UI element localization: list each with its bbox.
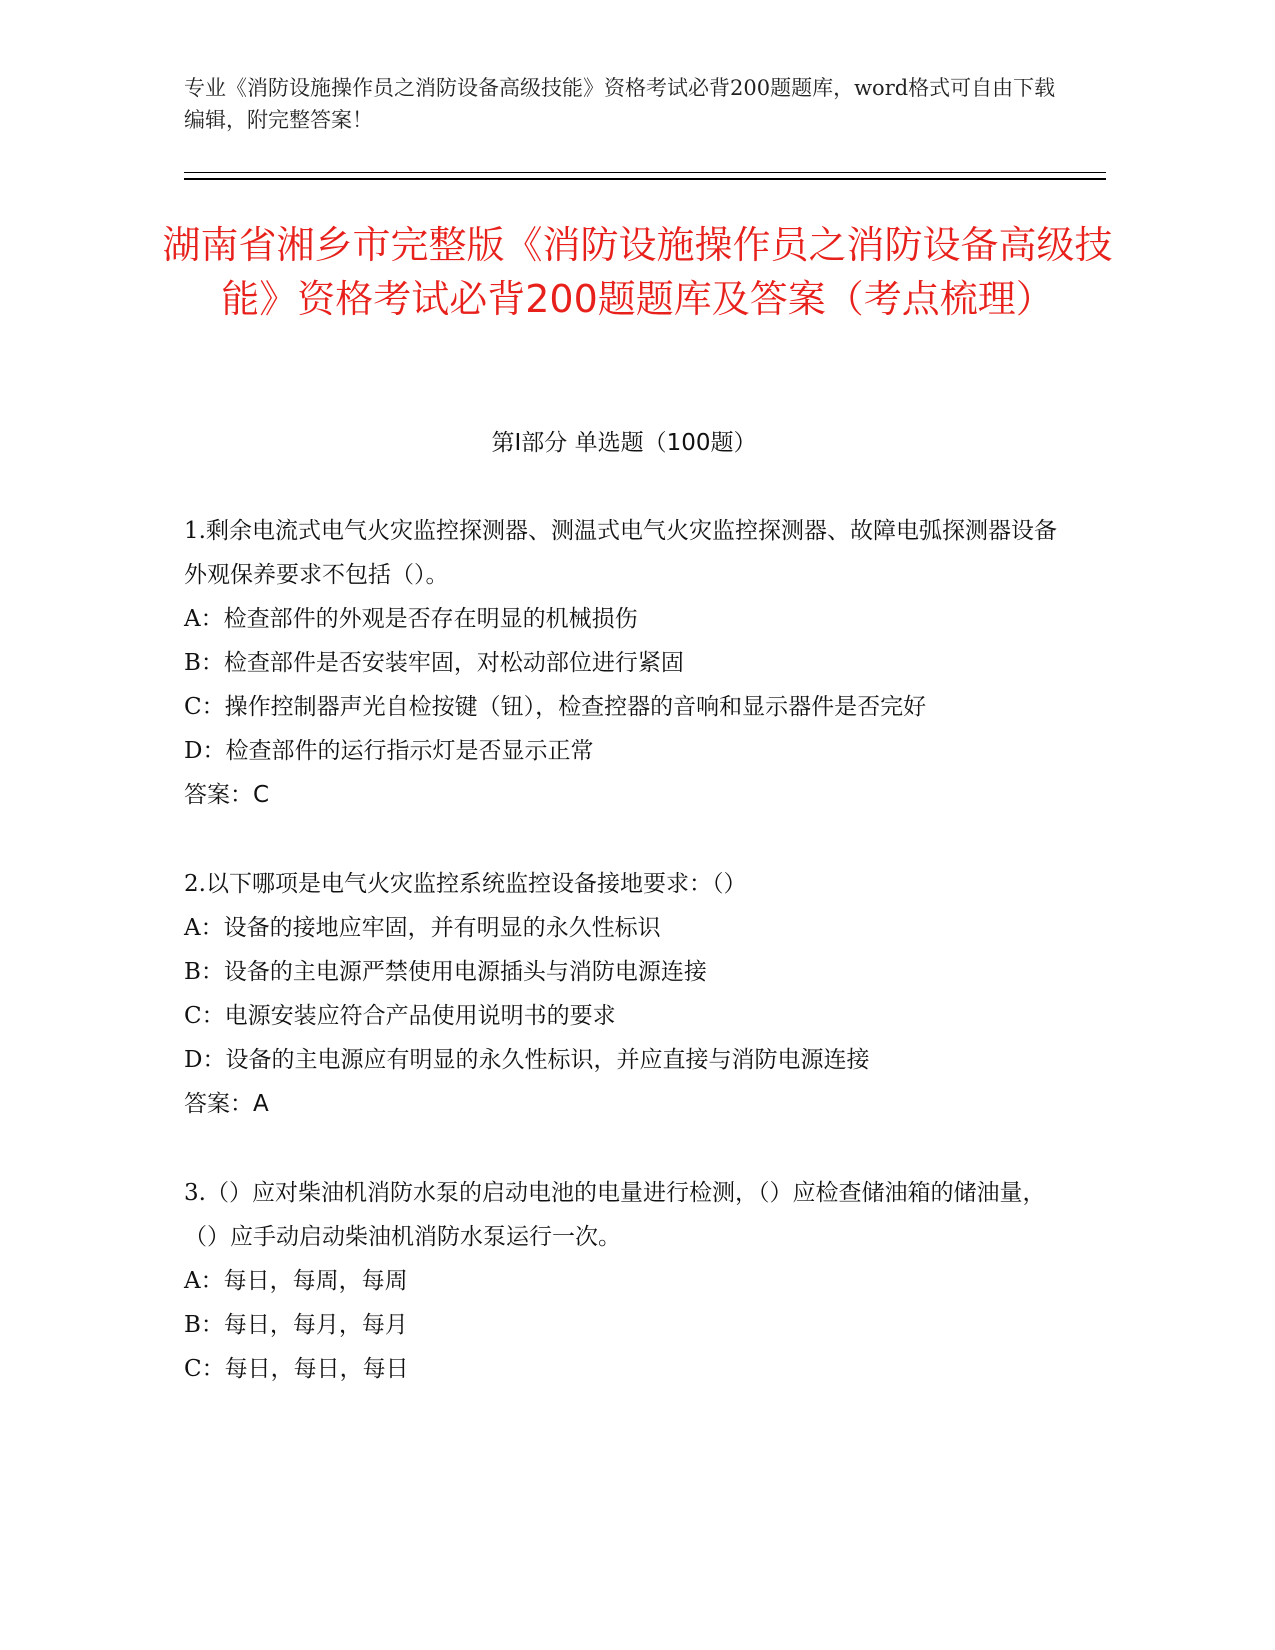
option-c: C：每日，每日，每日 bbox=[184, 1356, 409, 1382]
option-b: B：设备的主电源严禁使用电源插头与消防电源连接 bbox=[184, 959, 707, 985]
question-list bbox=[184, 509, 1064, 1436]
question-stem: 2.以下哪项是电气火灾监控系统监控设备接地要求：（） bbox=[184, 871, 747, 897]
document-title: 湖南省湘乡市完整版《消防设施操作员之消防设备高级技能》资格考试必背200题题库及答案（考点梳理） bbox=[162, 223, 1113, 321]
question-3 bbox=[184, 1171, 1064, 1391]
answer: 答案：A bbox=[184, 1091, 269, 1117]
option-c: C：电源安装应符合产品使用说明书的要求 bbox=[184, 1003, 616, 1029]
option-d: D：设备的主电源应有明显的永久性标识，并应直接与消防电源连接 bbox=[184, 1047, 870, 1073]
question-stem: 1.剩余电流式电气火灾监控探测器、测温式电气火灾监控探测器、故障电弧探测器设备外观保养要求不包括（）。 bbox=[184, 518, 1057, 588]
section-heading: 第I部分 单选题（100题） bbox=[491, 430, 757, 456]
option-b: B：每日，每月，每月 bbox=[184, 1312, 408, 1338]
option-c: C：操作控制器声光自检按键（钮），检查控器的音响和显示器件是否完好 bbox=[184, 694, 927, 720]
option-a: A：检查部件的外观是否存在明显的机械损伤 bbox=[184, 606, 638, 632]
question-1 bbox=[184, 509, 1064, 817]
question-stem: 3.（）应对柴油机消防水泵的启动电池的电量进行检测，（）应检查储油箱的储油量，（）应手动启动柴油机消防水泵运行一次。 bbox=[184, 1180, 1046, 1250]
option-a: A：每日，每周，每周 bbox=[184, 1268, 408, 1294]
option-d: D：检查部件的运行指示灯是否显示正常 bbox=[184, 738, 594, 764]
question-2 bbox=[184, 862, 1064, 1126]
option-a: A：设备的接地应牢固，并有明显的永久性标识 bbox=[184, 915, 661, 941]
option-b: B：检查部件是否安装牢固，对松动部位进行紧固 bbox=[184, 650, 684, 676]
header-rule-thick bbox=[184, 178, 1106, 180]
header-rule-thin bbox=[184, 172, 1106, 173]
answer: 答案：C bbox=[184, 782, 270, 808]
header-note: 专业《消防设施操作员之消防设备高级技能》资格考试必背200题题库，word格式可自由下载编辑，附完整答案！ bbox=[184, 76, 1056, 132]
